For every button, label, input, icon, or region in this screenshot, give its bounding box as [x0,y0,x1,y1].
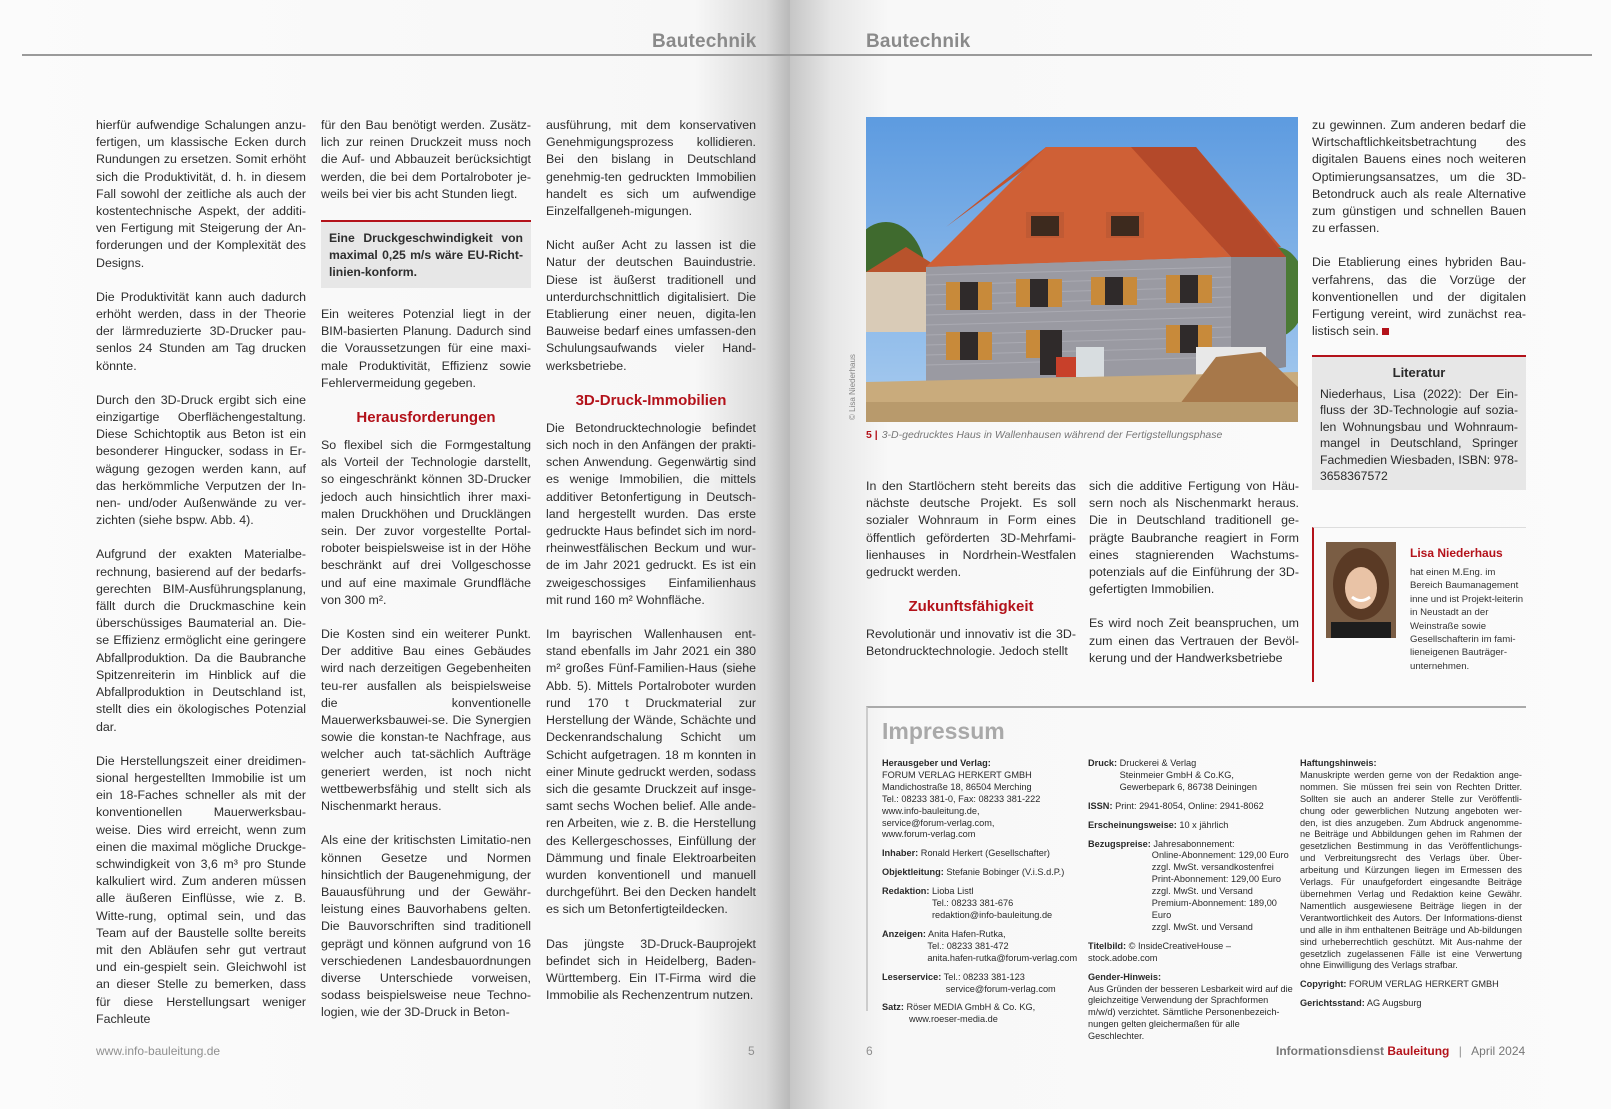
impressum-entry [1300,979,1522,991]
impressum-line: Tel.: 08233 381-472 [927,940,1009,951]
impressum-entry [882,886,1082,922]
impressum-value: AG Augsburg [1364,998,1422,1009]
paragraph: Die Kosten sind ein weiterer Punkt. Der additive Bau eines Gebäudes wird nach derzeitigen Gegebenheiten teu-rer ausfallen als beispielsweise die konventionelle Mauerwerksbauwei-se. Die Synergien sowie die konstan-te Nachfrage, aus welcher auch tat-sächlich Aufträge generiert werden, ist noch nicht wettbewerbsfähig und stellt sich als Nischenmarkt heraus. [321,627,531,814]
impressum-column-2 [1088,758,1293,1050]
paragraph: ausführung, mit dem konservativen Genehmigungsprozess kollidieren. Bei den bislang in Deutschland genehmig-ten gedruckten Immobilien handelt es sich um aufwendige Einzelfallgeneh-migungen. [546,118,756,219]
impressum-value: Jahresabonnement: [1150,838,1235,849]
impressum-label: Redaktion: [882,886,930,897]
impressum-label: Erscheinungsweise: [1088,819,1177,830]
impressum-label: Titelbild: [1088,940,1127,951]
impressum-entry [882,972,1082,996]
impressum-label: Gender-Hinweis: [1088,971,1162,982]
left-column-1 [96,117,306,1028]
impressum-entry [1088,941,1293,965]
heading-herausforderungen: Herausforderungen [356,409,496,427]
caption-text: 3-D-gedrucktes Haus in Wallenhausen während der Fertigstellungsphase [881,429,1223,441]
impressum-title: Impressum [882,718,1005,744]
impressum-line: service@forum-verlag.com [945,983,1056,994]
impressum-line: anita.hafen-rutka@forum-verlag.com [927,952,1078,963]
impressum-entry [1088,972,1293,1043]
page-number-left: 5 [748,1044,755,1058]
paragraph: So flexibel sich die Formgestaltung als Vorteil der Technologie darstellt, so eingeschränkt können 3D-Drucker jedoch auch hinsichtlich ihrer maxi-malen Druckhöhen und Drucklängen sein. Der zuvor vorgestellte Portal-roboter beispielsweise ist in der Höhe beschränkt auf drei Vollgeschosse und auf eine maximale Grundfläche von 300 m². [321,438,531,607]
impressum-entry [1088,758,1293,794]
impressum-value: Druckerei & Verlag [1117,758,1197,768]
house-illustration [866,117,1298,422]
impressum-entry [882,929,1082,965]
photo-credit [848,410,968,420]
impressum-label: Herausgeber und Verlag: [882,758,991,768]
impressum-label: Haftungshinweis: [1300,758,1377,768]
left-column-3 [546,117,756,1004]
impressum-line: Tel.: 08233 381-676 [932,898,1014,909]
paragraph: In den Startlöchern steht bereits das nächste deutsche Projekt. Es soll sozialer Wohnraum in Form eines öffentlich geförderten 3D-Mehrfami-lienhauses in Nordrhein-Westfalen gedruckt werden. [866,479,1076,580]
paragraph: Es wird noch Zeit beanspruchen, um zum einen das Vertrauen der Bevöl-kerung und der Handwerksbetriebe [1089,616,1299,665]
right-column-3 [1312,117,1526,340]
impressum-entry [882,867,1082,879]
right-column-2 [1089,478,1299,667]
impressum-line: Steinmeier GmbH & Co.KG, [1119,769,1234,780]
literature-title: Literatur [1392,365,1446,380]
impressum-label: Druck: [1088,758,1118,768]
impressum-entry [882,1002,1082,1026]
impressum-column-1 [882,758,1082,1033]
impressum-entry [1300,998,1522,1010]
impressum-line: service@forum-verlag.com, [882,817,995,828]
literature-text: Niederhaus, Lisa (2022): Der Ein-fluss der 3D-Technologie auf sozia-len Wohnungsbau und Wohnraum-mangel in Deutschland, Springer Fachmedien Wiesbaden, ISBN: 978-3658367572 [1320,386,1518,483]
impressum-line: www.forum-verlag.com [882,829,976,840]
header-rule [22,54,1592,56]
right-column-1 [866,478,1076,661]
impressum-line: Gewerbepark 6, 86738 Deiningen [1119,781,1257,792]
pull-quote: Eine Druckgeschwindigkeit von maximal 0,25 m/s wäre EU-Richt-linien-konform. [321,220,531,288]
paragraph: Die Betondrucktechnologie befindet sich noch in den Anfängen der prakti-schen Anwendung. Gegenwärtig sind es wenige Immobilien, die mittels additiver Betonfertigung in Deutsch-land hergestellt wurden. Das erste gedruckte Haus befindet sich im nord-rheinwestfälischen Beckum und wur-de im Jahr 2021 gedruckt. Es ist ein zweigeschossiges Einfamilienhaus mit rund 160 m² Wohnfläche. [546,420,756,607]
impressum-line: redaktion@info-bauleitung.de [932,909,1053,920]
impressum-entry [1088,839,1293,934]
publication-name: Bauleitung [1387,1044,1450,1058]
paragraph: Aufgrund der exakten Materialbe-rechnung, basierend auf der bedarfs-gerechten BIM-Ausführungsplanung, fällt durch die Druckmaschine kein überschüssiges Baumaterial an. Die-se Effizienz ermöglicht eine geringere Abfallproduktion. Da die Baubranche Spitzenreiterin im Hinblick auf die Abfallproduktion in Deutschland ist, stellt dies ein ökologisches Potenzial dar. [96,547,306,734]
impressum-line: Premium-Abonnement: 189,00 Euro [1151,898,1277,920]
impressum-line: Manuskripte werden gerne von der Redaktion ange-nommen. Sie müssen frei sein von Rechten Dritter. Sollten sie auch an anderer Stelle zur Veröffentli-chung oder gewerblichen Nutzung angeboten wer-den, ist dies anzugeben. Zum Abdruck angenomme-ne Beiträge und Abbildungen gehen im Rahmen der gesetzlichen Bestimmung in das Veröffentlichungs- und Verbreitungsrecht des Verlags über. Über-arbeitung und Kürzungen liegen im Ermessen des Verlags. Für unaufgefordert eingesandte Beiträge übernehmen Verlag und Redaktion keine Gewähr. Namentlich ausgewiesene Beiträge liegen in der Verantwortlichkeit des Autors. Der Informations-dienst und alle in ihm enthaltenen Beiträge und Ab-bildungen sind urheberrechtlich geschützt. Mit Aus-nahme der gesetzlich zugelassenen Fälle ist eine Verwertung ohne Einwilligung des Verlags strafbar. [1300,769,1522,971]
paragraph: für den Bau benötigt werden. Zusätz-lich zur reinen Druckzeit muss noch die Auf- und Abbauzeit berücksichtigt werden, die bei dem Portalroboter je-weils bei vier bis acht Stunden liegt. [321,118,531,201]
impressum-value: FORUM VERLAG HERKERT GMBH [1346,979,1499,990]
issue-date: April 2024 [1471,1044,1526,1058]
impressum-value: Print: 2941-8054, Online: 2941-8062 [1112,800,1264,811]
section-title-right: Bautechnik [866,31,971,52]
impressum-label: Copyright: [1300,979,1347,990]
impressum-label: ISSN: [1088,800,1113,811]
author-portrait [1326,542,1396,638]
publication-prefix: Informationsdienst [1276,1044,1385,1058]
paragraph: Im bayrischen Wallenhausen ent-stand ebenfalls im Jahr 2021 ein 380 m² großes Fünf-Familien-Haus (siehe Abb. 5). Mittels Portalroboter wurden rund 170 t Druckmaterial zur Herstellung der Wände, Schächte und Deckenrandschalung Schicht um Schicht aufgetragen. 18 m konnten in einer Minute gedruckt werden, sodass sich die gesamte Druckzeit auf insge-samt sechs Wochen belief. Alle ande-ren Arbeiten, wie z. B. die Herstellung des Kellergeschosses, Einfüllung der Dämmung und finale Elektroarbeiten wurden konventionell und manuell durchgeführt. Bei den Decken handelt es sich um Betonfertigteildecken. [546,627,756,917]
impressum-label: Gerichtsstand: [1300,998,1365,1009]
impressum-line: zzgl. MwSt. versandkostenfrei [1151,862,1274,873]
heading-zukunftsfaehigkeit: Zukunftsfähigkeit [908,598,1034,616]
paragraph: Ein weiteres Potenzial liegt in der BIM-basierten Planung. Dadurch sind die Voraussetzungen für eine maxi-male Produktivität, Effizienz sowie Fehlervermeidung gegeben. [321,307,531,390]
paragraph: hierfür aufwendige Schalungen anzu-fertigen, um klassische Ecken durch Rundungen zu ersetzen. Somit erhöht sich die Produktivität, d. h. in diesem Fall sowohl der zeitliche als auch der kostentechnische Aspekt, der additi-ven Fertigung mit Steigerung der An-forderungen und der Komplexität des Designs. [96,118,306,270]
impressum-value: Ronald Herkert (Gesellschafter) [918,848,1050,859]
impressum-value: Röser MEDIA GmbH & Co. KG, [903,1002,1036,1013]
author-bio: hat einen M.Eng. im Bereich Baumanagement inne und ist Projekt-leiterin in Neustadt an der Weinstraße sowie Gesellschafterin im fami-lieneigenen Bauträger-unternehmen. [1410,567,1524,672]
impressum-value: © InsideCreativeHouse – stock.adobe.com [1088,940,1231,963]
impressum-entry [1088,801,1293,813]
impressum-label: Bezugspreise: [1088,838,1151,849]
impressum-value: Stefanie Bobinger (V.i.S.d.P.) [943,867,1065,878]
impressum-line: Mandichostraße 18, 86504 Merching [882,781,1032,792]
footer-publication [1276,1044,1525,1058]
impressum-entry [882,848,1082,860]
impressum-label: Anzeigen: [882,928,926,939]
caption-number: 5 | [866,429,878,441]
impressum-entry [882,758,1082,841]
footer-separator: | [1458,1044,1462,1058]
author-name: Lisa Niederhaus [1410,546,1503,560]
impressum-line: Tel.: 08233 381-0, Fax: 08233 381-222 [882,793,1041,804]
impressum-value: 10 x jährlich [1176,819,1229,830]
impressum-line: zzgl. MwSt. und Versand [1151,921,1253,932]
heading-3d-druck-immobilien: 3D-Druck-Immobilien [575,391,727,409]
impressum-label: Inhaber: [882,848,919,859]
paragraph: Die Herstellungszeit einer dreidimen-sional hergestellten Immobilie ist um ein 18-Faches schneller als mit der konventionellen Mauerwerksbau-weise. Dies wird erreicht, wenn zum einen die maximal mögliche Druckge-schwindigkeit von 3,6 m³ pro Stunde kalkuliert wird. Zum anderen müssen alle äußeren Einflüsse, wie z. B. Witte-rung, optimal sein, und das Team auf der Baustelle sollte bereits mit den Abläufen sehr gut vertraut und ein-gespielt sein. Gleichwohl ist an dieser Stelle zu bemerken, dass für diese Herstellungsart weniger Fachleute [96,753,306,1026]
impressum-line: www.info-bauleitung.de, [882,805,980,816]
paragraph: Die Produktivität kann auch dadurch erhöht werden, dass in der Theorie der lärmreduzierte 3D-Drucker pau-senlos 24 Stunden am Tag drucken könnte. [96,289,306,373]
left-column-2 [321,117,531,1022]
paragraph: Die Etablierung eines hybriden Bau-verfahrens, das die Vorzüge der konventionellen und der digitalen Fertigung vereint, wird zunächst rea-listisch sein. [1312,255,1526,339]
impressum-value: Tel.: 08233 381-123 [941,971,1025,982]
impressum-line: www.roeser-media.de [909,1014,998,1025]
paragraph: Das jüngste 3D-Druck-Bauprojekt befindet sich in Heidelberg, Baden-Württemberg. Ein IT-Firma wird die Immobilie als Rechenzentrum nutzen. [546,936,756,1003]
paragraph: Revolutionär und innovativ ist die 3D-Betondrucktechnologie. Jedoch stellt [866,627,1076,659]
literature-box [1312,355,1526,490]
impressum-label: Objektleitung: [882,867,944,878]
paragraph: Als eine der kritischsten Limitatio-nen können Gesetze und Normen hinsichtlich der Baugenehmigung, der Bauausführung und der Gewähr-leistung eines Bauvorhabens gelten. Die Bauvorschriften sind traditionell geprägt und können aufgrund von 16 verschiedenen Landesbauordnungen diverse Unterschiede vorweisen, sodass beispielsweise neue Techno-logien, wie der 3D-Druck in Beton- [321,833,531,1020]
author-avatar [1326,542,1396,638]
paragraph: Nicht außer Acht zu lassen ist die Natur der deutschen Bauindustrie. Diese ist äußerst traditionell und unterdurchschnittlich digitalisiert. Die Etablierung einer neuen, digita-len Bauweise bedarf eines umfassen-den Schulungsaufwands vieler Hand-werksbetriebe. [546,238,756,373]
impressum-line: Print-Abonnement: 129,00 Euro [1151,874,1282,885]
impressum-value: Lioba Listl [929,886,974,897]
end-mark-icon [1382,328,1389,335]
house-photo [866,117,1298,422]
author-box [1312,527,1526,682]
impressum-line: Aus Gründen der besseren Lesbarkeit wird auf die gleichzeitige Verwendung der Sprachformen m/w/d) verzichtet. Sämtliche Personenbezeich-nungen gelten gleichermaßen für alle Geschlechter. [1088,983,1293,1042]
section-title-left: Bautechnik [652,31,757,52]
impressum-line: Online-Abonnement: 129,00 Euro [1151,850,1289,861]
paragraph: sich die additive Fertigung von Häu-sern noch als Nischenmarkt heraus. Die in Deutschland traditionell ge-prägte Baubranche reagiert in Form eines stagnierenden Wachstums-potenzials auf die Einführung der 3D-gefertigten Immobilien. [1089,479,1299,597]
impressum-label: Leserservice: [882,971,942,982]
impressum-line: zzgl. MwSt. und Versand [1151,886,1253,897]
impressum-box [866,706,1526,1042]
footer-url: www.info-bauleitung.de [96,1044,221,1058]
figure-caption [866,429,1222,441]
impressum-label: Satz: [882,1002,904,1013]
impressum-entry [1300,758,1522,972]
impressum-entry [1088,820,1293,832]
impressum-line: FORUM VERLAG HERKERT GMBH [882,769,1032,780]
impressum-column-3 [1300,758,1522,1017]
page-number-right: 6 [866,1044,873,1058]
paragraph: Durch den 3D-Druck ergibt sich eine einzigartige Oberflächengestaltung. Diese Schichtoptik aus Beton ist ein besonderer Hingucker, sodass in Er-wägung gezogen werden kann, auf das herkömmliche Verputzen der In-nen- und/oder Außenwände zu ver-zichten (siehe bspw. Abb. 4). [96,392,306,528]
impressum-value: Anita Hafen-Rutka, [925,928,1006,939]
paragraph: zu gewinnen. Zum anderen bedarf die Wirtschaftlichkeitsbetrachtung des digitalen Bauens eines noch weiteren Optimierungsansatzes, um die 3D-Betondruck auch als reale Alternative zum günstigen und schnellen Bauen zu erfassen. [1312,118,1526,236]
